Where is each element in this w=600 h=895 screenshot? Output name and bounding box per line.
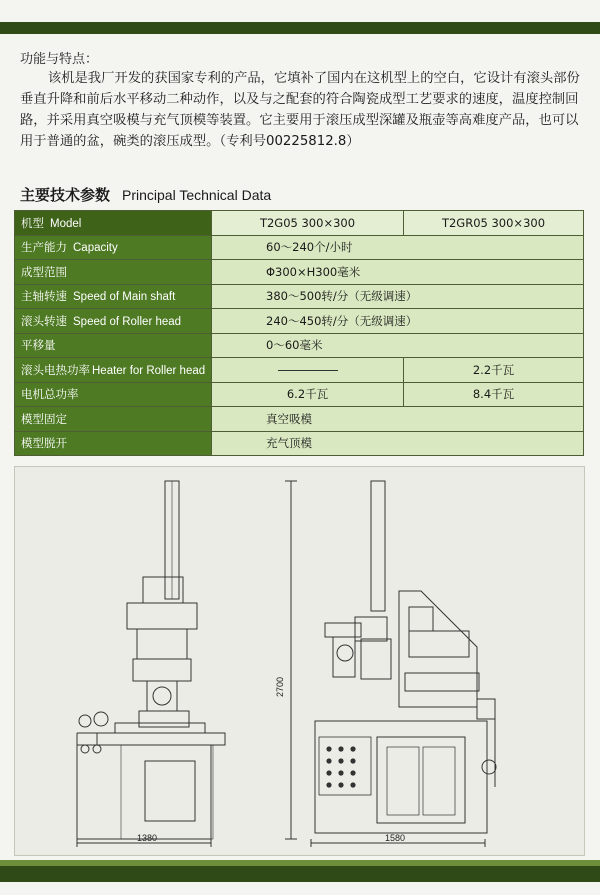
side-view	[285, 481, 496, 847]
table-row	[15, 284, 584, 309]
roller-head-speed-value: 240～450转/分（无级调速）	[212, 309, 584, 334]
row-label: 主轴转速 Speed of Main shaft	[15, 284, 212, 309]
dim-front-width: 1380	[137, 833, 158, 843]
table-row	[15, 333, 584, 358]
table-row	[15, 358, 584, 383]
capacity-value: 60～240个/小时	[212, 235, 584, 260]
heater-t2g05	[212, 358, 404, 383]
row-label: 平移量	[15, 333, 212, 358]
motor-power-t2g05: 6.2千瓦	[212, 382, 404, 407]
front-view	[77, 481, 225, 847]
dim-height: 2700	[275, 676, 285, 697]
row-label: 电机总功率	[15, 382, 212, 407]
table-row	[15, 431, 584, 456]
mold-release-value: 充气顶模	[212, 431, 584, 456]
motor-power-t2gr05: 8.4千瓦	[404, 382, 584, 407]
mold-fixing-value: 真空吸模	[212, 407, 584, 432]
table-row	[15, 235, 584, 260]
features-paragraph: 该机是我厂开发的获国家专利的产品，它填补了国内在这机型上的空白，它设计有滚头部份垂直升降和前后水平移动二种动作，以及与之配套的符合陶瓷成型工艺要求的速度，温度控制回路，并采用真空吸模与充气顶模等装置。它主要用于滚压成型深罐及瓶壶等高难度产品，也可以用于普通的盆，碗类的滚压成型。（专利号00225812.8）	[20, 71, 580, 149]
table-row	[15, 260, 584, 285]
row-label: 滚头转速 Speed of Roller head	[15, 309, 212, 334]
row-label: 模型脱开	[15, 431, 212, 456]
row-label: 滚头电热功率 Heater for Roller head	[15, 358, 212, 383]
table-row	[15, 407, 584, 432]
section-title	[20, 184, 271, 205]
machine-drawing-svg	[15, 467, 584, 855]
dash-line	[278, 370, 338, 371]
machine-drawing	[14, 466, 585, 856]
spec-table	[14, 210, 584, 456]
control-panel-dots	[326, 746, 355, 787]
row-label: 生产能力 Capacity	[15, 235, 212, 260]
row-label: 成型范围	[15, 260, 212, 285]
row-label: 模型固定	[15, 407, 212, 432]
heater-t2gr05: 2.2千瓦	[404, 358, 584, 383]
translation-value: 0～60毫米	[212, 333, 584, 358]
model-t2gr05: T2GR05 300×300	[404, 211, 584, 236]
model-t2g05: T2G05 300×300	[212, 211, 404, 236]
table-row	[15, 211, 584, 236]
top-band	[0, 22, 600, 34]
row-label: 机型 Model	[15, 211, 212, 236]
features-heading: 功能与特点：	[20, 52, 99, 67]
table-row	[15, 309, 584, 334]
dim-side-width: 1580	[385, 833, 406, 843]
section-title-en: Principal Technical Data	[122, 187, 272, 203]
bottom-band	[0, 866, 600, 882]
forming-range-value: Φ300×H300毫米	[212, 260, 584, 285]
section-title-cn: 主要技术参数	[20, 186, 111, 204]
main-shaft-speed-value: 380～500转/分（无级调速）	[212, 284, 584, 309]
table-row	[15, 382, 584, 407]
